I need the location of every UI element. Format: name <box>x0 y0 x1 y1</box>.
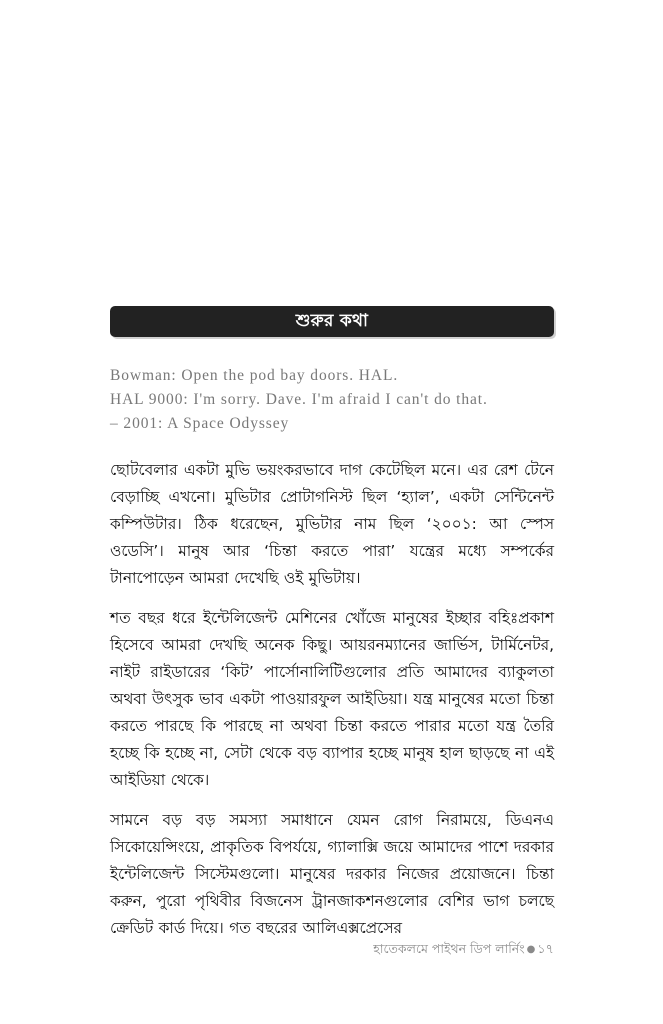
page-content <box>110 306 554 942</box>
body-paragraph: ছোটবেলার একটা মুভি ভয়ংকরভাবে দাগ কেটেছিল মনে। এর রেশ টেনে বেড়াচ্ছি এখনো। মুভিটার প্রোটাগনিস্ট ছিল ‘হ্যাল’, একটা সেন্টিনেন্ট কম্পিউটার। ঠিক ধরেছেন, মুভিটার নাম ছিল ‘২০০১: আ স্পেস ওডেসি’। মানুষ আর ‘চিন্তা করতে পারা’ যন্ত্রের মধ্যে সম্পর্কের টানাপোড়েন আমরা দেখেছি ওই মুভিটায়। <box>110 461 554 587</box>
page-number: ১৭ <box>537 941 554 956</box>
body-paragraph: শত বছর ধরে ইন্টেলিজেন্ট মেশিনের খোঁজে মানুষের ইচ্ছার বহিঃপ্রকাশ হিসেবে আমরা দেখছি অনেক কিছু। আয়রনম্যানের জার্ভিস, টার্মিনেটর, নাইট রাইডারের ‘কিট’ পার্সোনালিটিগুলোর প্রতি আমাদের ব্যাকুলতা অথবা উৎসুক ভাব একটা পাওয়ারফুল আইডিয়া। যন্ত্র মানুষের মতো চিন্তা করতে পারছে কি পারছে না অথবা চিন্তা করতে পারার মতো যন্ত্র তৈরি হচ্ছে কি হচ্ছে না, সেটা থেকে বড় ব্যাপার হচ্ছে মানুষ হাল ছাড়ছে না এই আইডিয়া থেকে। <box>110 609 554 789</box>
chapter-title-text: শুরুর কথা <box>295 311 369 331</box>
epigraph-block <box>110 364 554 436</box>
footer-bullet-icon: ● <box>526 943 536 955</box>
epigraph-attribution: – 2001: A Space Odyssey <box>110 415 290 432</box>
chapter-title-banner <box>110 306 554 337</box>
body-text-block <box>110 457 554 942</box>
epigraph-line: Bowman: Open the pod bay doors. HAL. <box>110 367 399 384</box>
footer-book-title: হাতেকলমে পাইথন ডিপ লার্নিং <box>373 941 525 956</box>
page-footer <box>110 940 554 959</box>
body-paragraph: সামনে বড় বড় সমস্যা সমাধানে যেমন রোগ নিরাময়ে, ডিএনএ সিকোয়েন্সিংয়ে, প্রাকৃতিক বিপর্যয়ে, গ্যালাক্সি জয়ে আমাদের পাশে দরকার ইন্টেলিজেন্ট সিস্টেমগুলো। মানুষের দরকার নিজের প্রয়োজনে। চিন্তা করুন, পুরো পৃথিবীর বিজনেস ট্রানজাকশনগুলোর বেশির ভাগ চলছে ক্রেডিট কার্ড দিয়ে। গত বছরের আলিএক্সপ্রেসের <box>110 811 554 937</box>
epigraph-line: HAL 9000: I'm sorry. Dave. I'm afraid I can't do that. <box>110 391 488 408</box>
